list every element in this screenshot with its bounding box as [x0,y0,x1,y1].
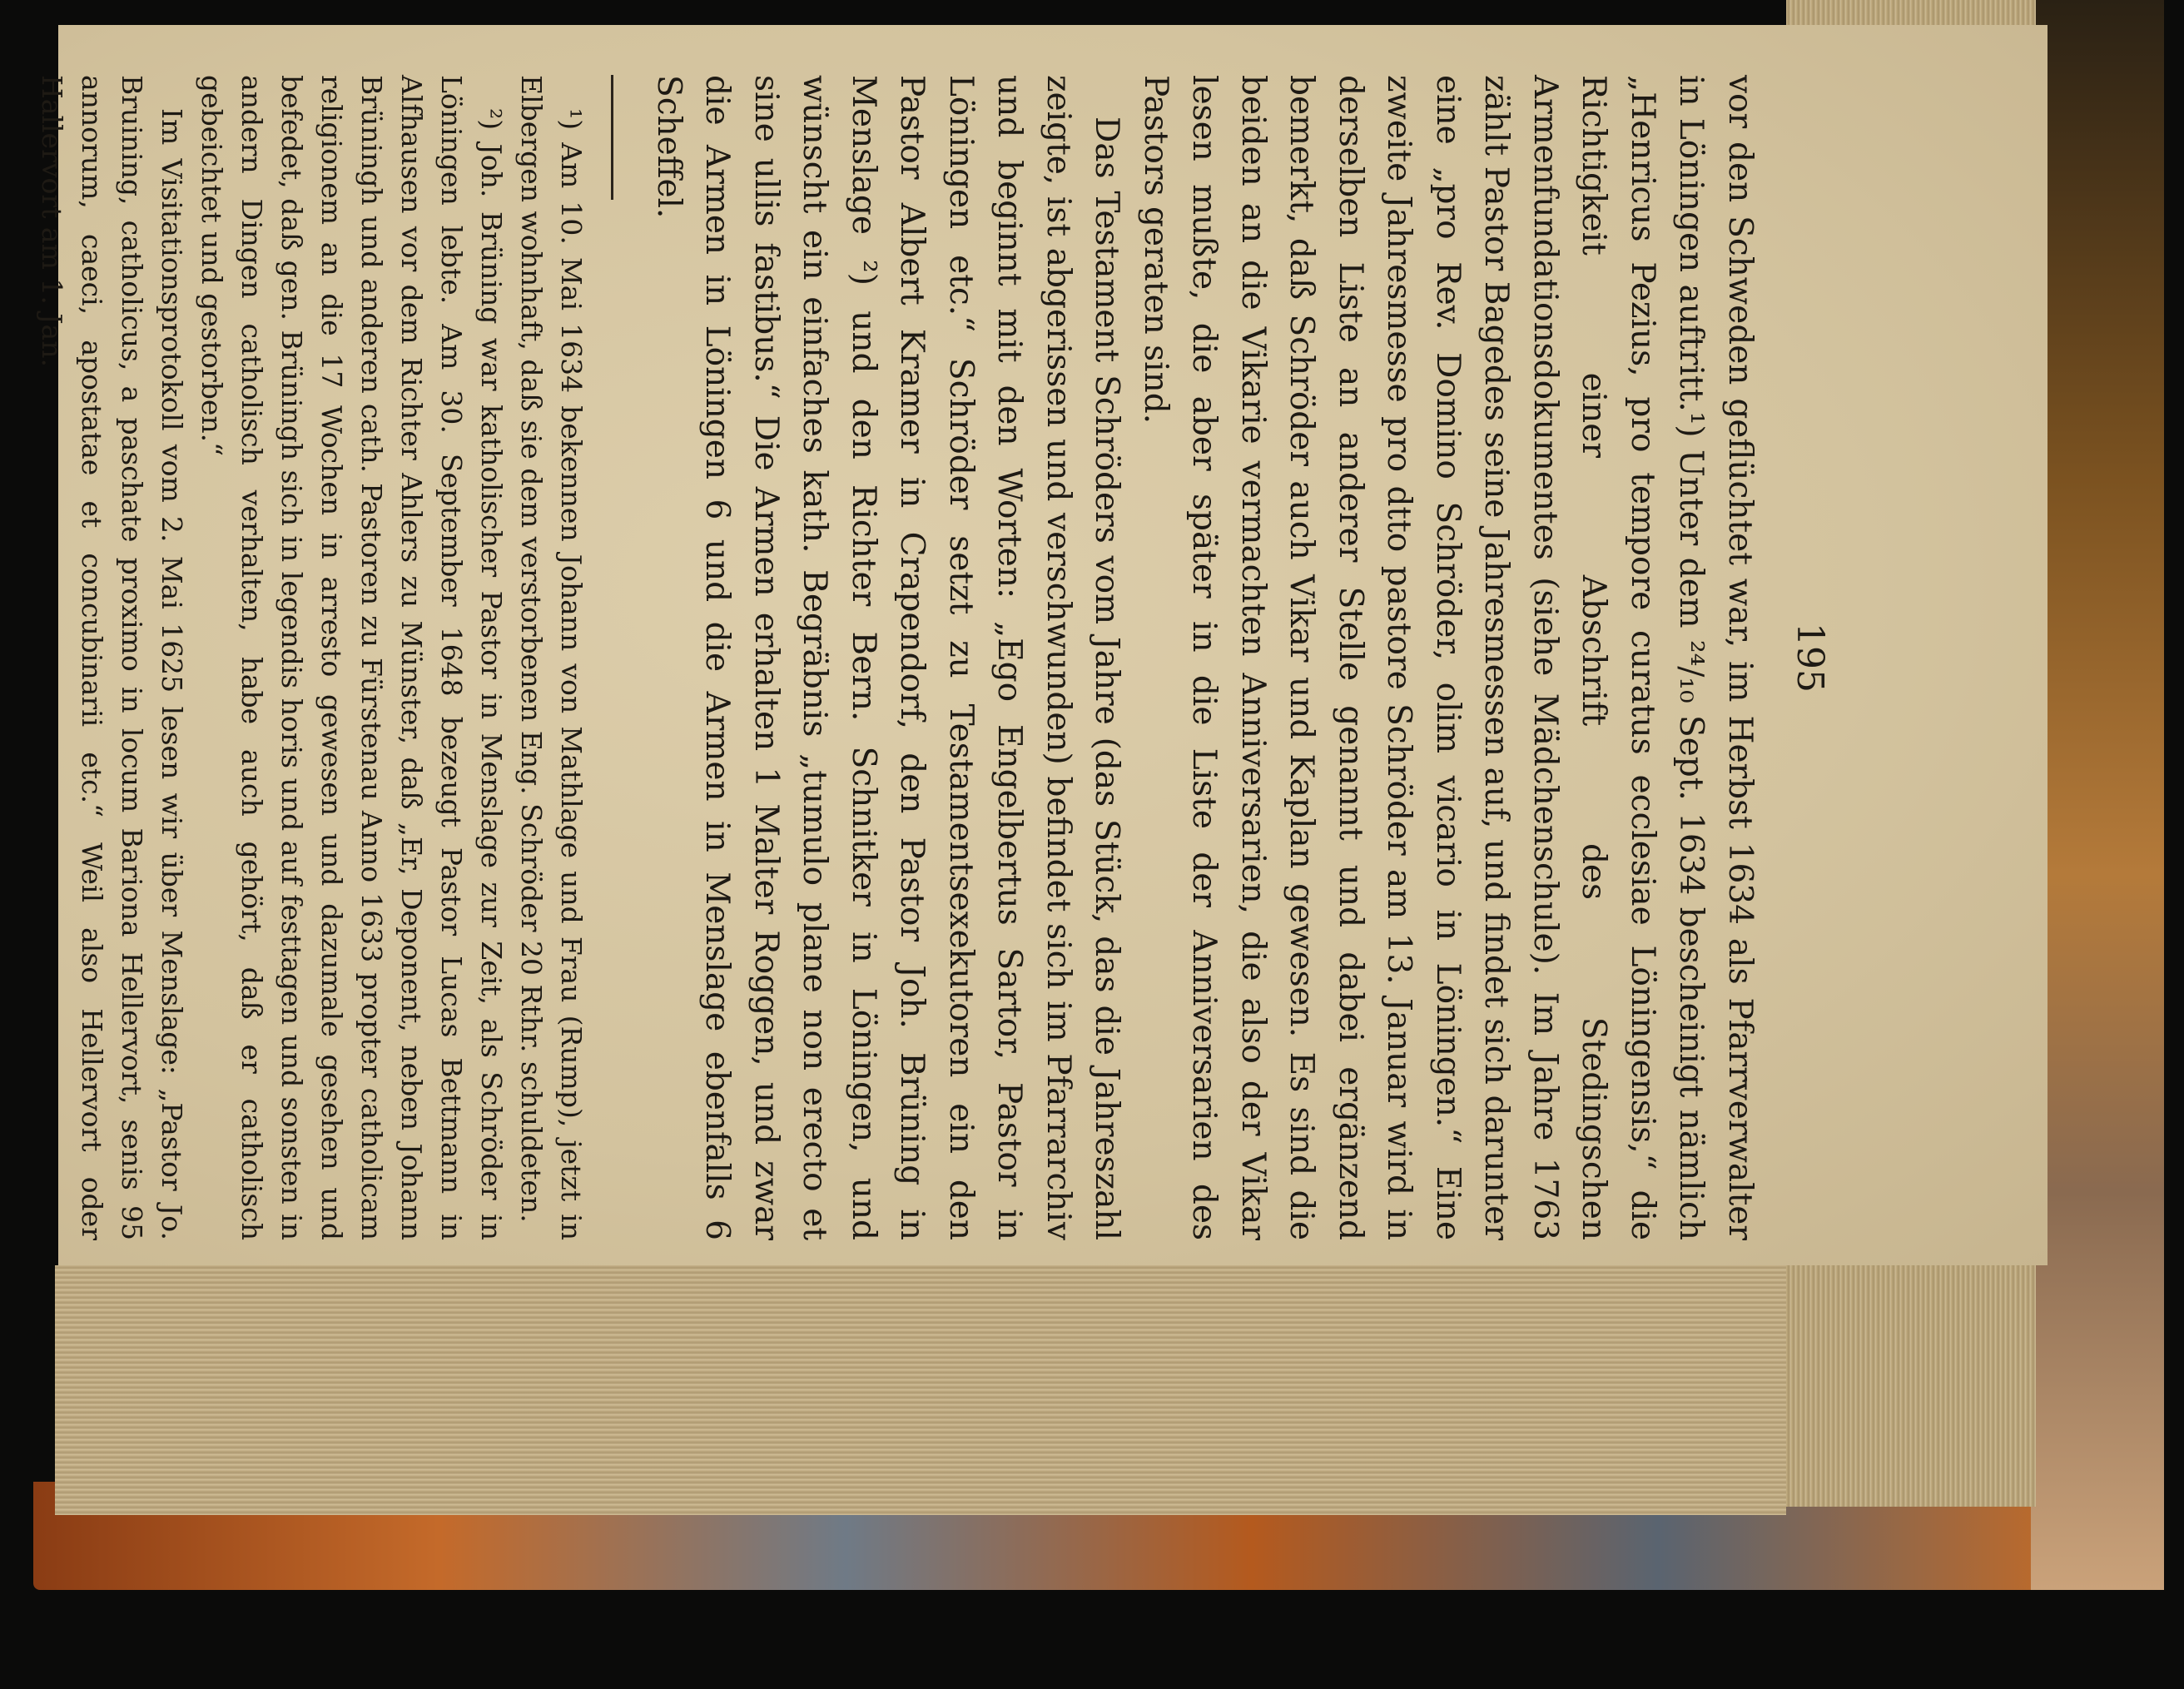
footnote-2-continued: Im Visitationsprotokoll vom 2. Mai 1625 lesen wir über Menslage: „Pastor Jo. Bruining, catholicus, a paschate proximo in locum Bariona Hellervort, senis 95 annorum, caeci, apostatae et concubinarii etc.“ Weil also Hellervort oder Hallervort am 1. Jan. [36,75,189,1240]
page-text-block [36,75,1839,1240]
footnote-1: ¹) Am 10. Mai 1634 bekennen Johann von Mathlage und Frau (Rump), jetzt in Elbergen wohnhaft, daß sie dem verstorbenen Eng. Schröder 20 Rthr. schuldeten. [515,75,588,1240]
book-cover-right [2031,0,2164,1590]
page-number: 195 [1789,623,1831,693]
body-paragraph-1: vor den Schweden geflüchtet war, im Herbst 1634 als Pfarrverwalter in Löningen auftritt.¹) Unter dem ²⁴/₁₀ Sept. 1634 bescheinigt nämlich „Henricus Pezius, pro tempore curatus ecclesiae Löningensis,“ die Richtigkeit einer Abschrift des Stedingschen Armenfundationsdokumentes (siehe Mädchenschule). Im Jahre 1763 zählt Pastor Bagedes seine Jahresmessen auf, und findet sich darunter eine „pro Rev. Domino Schröder, olim vicario in Löningen.“ Eine zweite Jahresmesse pro dtto pastore Schröder am 13. Januar wird in derselben Liste an anderer Stelle genannt und dabei ergänzend bemerkt, daß Schröder auch Vikar und Kaplan gewesen. Es sind die beiden an die Vikarie vermachten Anniversarien, die also der Vikar lesen mußte, die aber später in die Liste der Anniversarien des Pastors geraten sind. [1137,75,1759,1240]
footnote-divider [612,75,614,200]
footnote-2: ²) Joh. Brüning war katholischer Pastor in Menslage zur Zeit, als Schröder in Löningen lebte. Am 30. September 1648 bezeugt Pastor Lucas Bettmann in Alfhausen vor dem Richter Ahlers zu Münster, daß „Er, Deponent, neben Johann Brüningh und anderen cath. Pastoren zu Fürstenau Anno 1633 propter catholicam religionem an die 17 Wochen in arresto gewesen und dazumale gesehen und befedet, daß gen. Brüningh sich in legendis horis und auf festtagen und sonsten in andern Dingen catholisch verhalten, habe auch gehört, daß er catholisch gebeichtet und gestorben.“ [196,75,509,1240]
page-block-edge [55,1265,1786,1515]
body-paragraph-2: Das Testament Schröders vom Jahre (das Stück, das die Jahreszahl zeigte, ist abgerissen und verschwunden) befindet sich im Pfarrarchiv und beginnt mit den Worten: „Ego Engelbertus Sartor, Pastor in Löningen etc.“ Schröder setzt zu Testamentsexekutoren ein den Pastor Albert Kramer in Crapendorf, den Pastor Joh. Brüning in Menslage ²) und den Richter Bern. Schnitker in Löningen, und wünscht ein einfaches kath. Begräbnis „tumulo plane non erecto et sine ullis fastibus.“ Die Armen erhalten 1 Malter Roggen, und zwar die Armen in Löningen 6 und die Armen in Menslage ebenfalls 6 Scheffel. [650,75,1126,1240]
